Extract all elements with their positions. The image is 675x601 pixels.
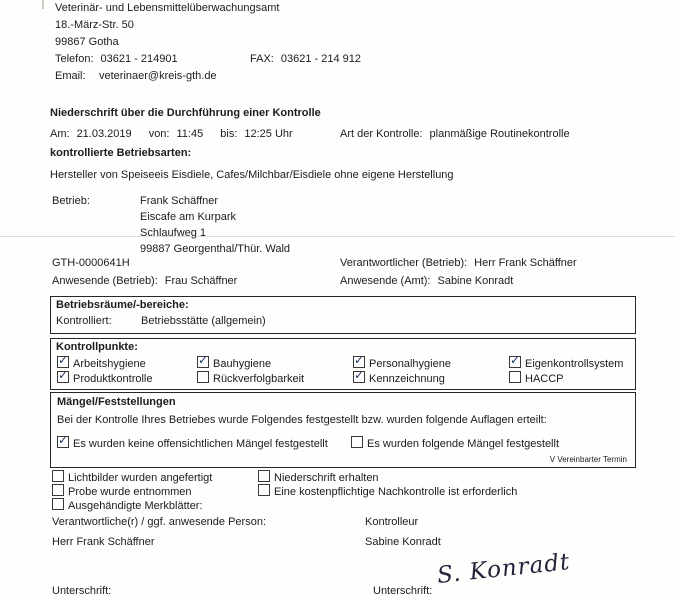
- document-title: Niederschrift über die Durchführung einer Kontrolle: [50, 107, 321, 119]
- scan-line: [0, 236, 675, 237]
- left-role: Verantwortliche(r) / ggf. anwesende Person:: [52, 516, 267, 528]
- checkbox-niederschrift: [258, 470, 270, 482]
- checkbox-label: Kennzeichnung: [369, 373, 445, 385]
- anwesende-betrieb-label: Anwesende (Betrieb):: [52, 275, 158, 287]
- kontrollpunkte-box: [50, 338, 636, 390]
- checkbox-kennzeichnung: [353, 371, 365, 383]
- verantwortlicher-value: Herr Frank Schäffner: [474, 257, 577, 269]
- checkbox-produktkontrolle: [57, 371, 69, 383]
- office-street: 18.-März-Str. 50: [55, 19, 134, 31]
- kontrolliert-label: Kontrolliert:: [56, 315, 112, 327]
- fax-line: [250, 53, 361, 66]
- anwesende-amt-value: Sabine Konradt: [437, 275, 514, 287]
- betrieb-company: Eiscafe am Kurpark: [140, 211, 236, 223]
- maengel-heading: Mängel/Feststellungen: [57, 396, 176, 408]
- verantwortlicher-label: Verantwortlicher (Betrieb):: [340, 257, 468, 269]
- checkbox-label: Personalhygiene: [369, 358, 451, 370]
- right-role: Kontrolleur: [365, 516, 419, 528]
- email-value: veterinaer@kreis-gth.de: [99, 70, 217, 82]
- check-item-nachkontrolle: [258, 484, 517, 499]
- fax-label: FAX:: [250, 53, 274, 65]
- anwesende-amt-label: Anwesende (Amt):: [340, 275, 431, 287]
- inspection-date-line: [50, 128, 293, 141]
- check-item-bauhygiene: [197, 356, 271, 371]
- anwesende-betrieb-value: Frau Schäffner: [164, 275, 238, 287]
- anwesende-betrieb-line: [52, 275, 237, 288]
- phone-line: [55, 53, 178, 66]
- checkbox-label: Produktkontrolle: [73, 373, 153, 385]
- maengel-intro: Bei der Kontrolle Ihres Betriebes wurde Folgendes festgestellt bzw. wurden folgende Auflagen erteilt:: [57, 414, 547, 426]
- checkbox-nachkontrolle: [258, 484, 270, 496]
- von-value: 11:45: [176, 128, 204, 140]
- anwesende-amt-line: [340, 275, 513, 288]
- checkbox-label: Probe wurde entnommen: [68, 486, 192, 498]
- checkbox-label: Eigenkontrollsystem: [525, 358, 624, 370]
- right-name: Sabine Konradt: [365, 536, 441, 548]
- maengel-box: [50, 392, 636, 468]
- unterschrift-label-right: Unterschrift:: [373, 585, 433, 597]
- checkbox-haccp: [509, 371, 521, 383]
- check-item-haccp: [509, 371, 564, 386]
- checkbox-label: HACCP: [525, 373, 564, 385]
- checkbox-probe: [52, 484, 64, 496]
- am-value: 21.03.2019: [76, 128, 132, 140]
- art-label: Art der Kontrolle:: [340, 128, 423, 140]
- checkbox-arbeitshygiene: [57, 356, 69, 368]
- checkbox-bauhygiene: [197, 356, 209, 368]
- checkbox-label: Es wurden keine offensichtlichen Mängel festgestellt: [73, 438, 328, 450]
- checkbox-folgende-maengel: [351, 436, 363, 448]
- checkbox-label: Es wurden folgende Mängel festgestellt: [367, 438, 560, 450]
- check-item-merkblaetter: [52, 498, 203, 513]
- left-name: Herr Frank Schäffner: [52, 536, 155, 548]
- phone-label: Telefon:: [55, 53, 94, 65]
- checkbox-label: Arbeitshygiene: [73, 358, 146, 370]
- handwritten-signature: S. Konradt: [435, 549, 572, 589]
- betrieb-label: Betrieb:: [52, 195, 90, 207]
- betrieb-name: Frank Schäffner: [140, 195, 219, 207]
- check-item-rueckverfolgbarkeit: [197, 371, 304, 386]
- kontrollpunkte-heading: Kontrollpunkte:: [56, 341, 138, 353]
- betriebsraeume-box: [50, 296, 636, 334]
- checkbox-personalhygiene: [353, 356, 365, 368]
- email-line: [55, 70, 217, 83]
- betrieb-street: Schlaufweg 1: [140, 227, 207, 239]
- check-item-folgende-maengel: [351, 436, 559, 451]
- check-item-personalhygiene: [353, 356, 451, 371]
- checkbox-eigenkontrollsystem: [509, 356, 521, 368]
- checkbox-label: Bauhygiene: [213, 358, 272, 370]
- checkbox-label: Eine kostenpflichtige Nachkontrolle ist erforderlich: [274, 486, 518, 498]
- unterschrift-label-left: Unterschrift:: [52, 585, 112, 597]
- checkbox-label: Niederschrift erhalten: [274, 472, 379, 484]
- checkbox-lichtbilder: [52, 470, 64, 482]
- betriebsraeume-heading: Betriebsräume/-bereiche:: [56, 299, 189, 311]
- scan-artifact: [42, 0, 44, 9]
- check-item-lichtbilder: [52, 470, 212, 485]
- check-item-probe: [52, 484, 192, 499]
- betrieb-id: GTH-0000641H: [52, 257, 130, 269]
- phone-value: 03621 - 214901: [100, 53, 178, 65]
- betriebsarten-heading: kontrollierte Betriebsarten:: [50, 147, 192, 159]
- checkbox-label: Ausgehändigte Merkblätter:: [68, 500, 203, 512]
- checkbox-label: Rückverfolgbarkeit: [213, 373, 305, 385]
- check-item-eigenkontrollsystem: [509, 356, 623, 371]
- am-label: Am:: [50, 128, 70, 140]
- office-city: 99867 Gotha: [55, 36, 119, 48]
- bis-label: bis:: [220, 128, 238, 140]
- check-item-niederschrift: [258, 470, 379, 485]
- email-label: Email:: [55, 70, 86, 82]
- bis-value: 12:25 Uhr: [244, 128, 293, 140]
- kontrolliert-value: Betriebsstätte (allgemein): [141, 315, 266, 327]
- von-label: von:: [148, 128, 170, 140]
- art-value: planmäßige Routinekontrolle: [429, 128, 570, 140]
- checkbox-label: Lichtbilder wurden angefertigt: [68, 472, 213, 484]
- check-item-produktkontrolle: [57, 371, 153, 386]
- verantwortlicher-line: [340, 257, 577, 270]
- fax-value: 03621 - 214 912: [280, 53, 361, 65]
- inspection-type-line: [340, 128, 570, 141]
- check-item-keine-maengel: [57, 436, 328, 451]
- check-item-kennzeichnung: [353, 371, 445, 386]
- termin-note: V Vereinbarter Termin: [549, 455, 627, 464]
- kontrolliert-line: [56, 315, 266, 328]
- checkbox-merkblaetter: [52, 498, 64, 510]
- betriebsarten-value: Hersteller von Speiseeis Eisdiele, Cafes/Milchbar/Eisdiele ohne eigene Herstellung: [50, 169, 454, 181]
- betrieb-city: 99887 Georgenthal/Thür. Wald: [140, 243, 291, 255]
- check-item-arbeitshygiene: [57, 356, 146, 371]
- checkbox-keine-maengel: [57, 436, 69, 448]
- checkbox-rueckverfolgbarkeit: [197, 371, 209, 383]
- office-name: Veterinär- und Lebensmittelüberwachungsamt: [55, 2, 280, 14]
